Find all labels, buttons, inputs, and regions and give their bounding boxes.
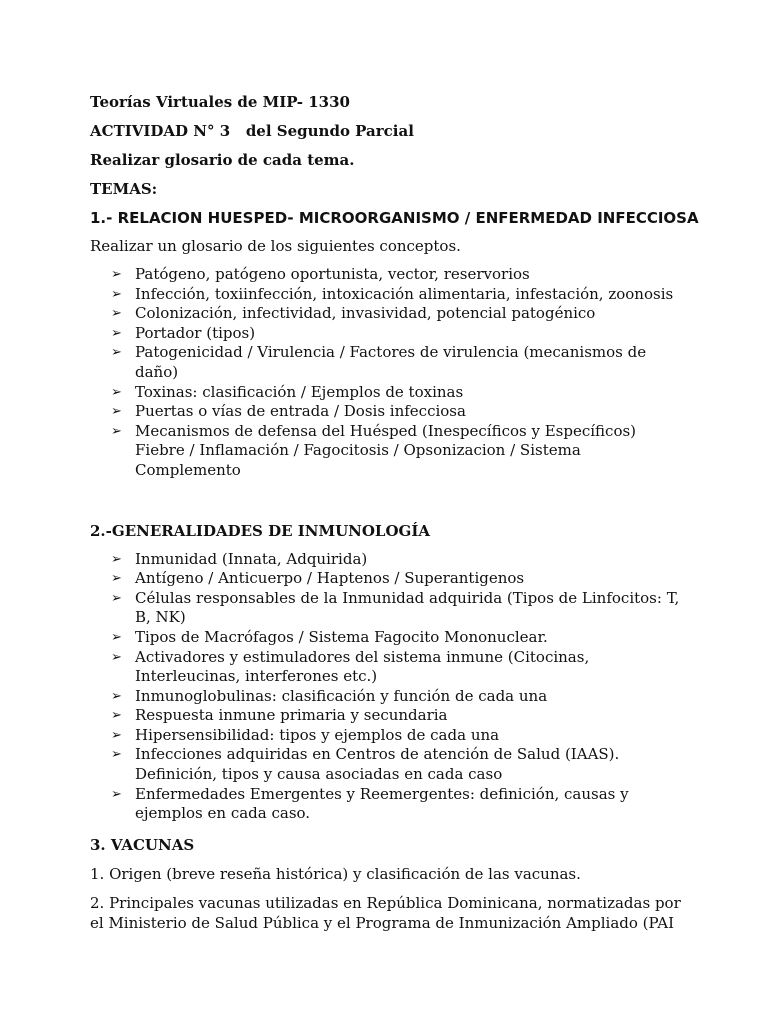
list-item — [111, 745, 690, 784]
bullet-arrow-icon: ➢ — [111, 727, 122, 743]
bullet-arrow-icon: ➢ — [111, 306, 122, 322]
list-item — [111, 402, 690, 422]
list-item-text: Mecanismos de defensa del Huésped (Inespecíficos y Específicos) Fiebre / Inflamación / Fagocitosis / Opsonizacion / Sistema Complemento — [135, 421, 637, 479]
bullet-arrow-icon: ➢ — [111, 325, 122, 341]
list-item — [111, 725, 690, 746]
list-item-text: Puertas o vías de entrada / Dosis infecciosa — [135, 402, 466, 421]
list-item — [111, 588, 690, 628]
list-item-text: Infecciones adquiridas en Centros de atención de Salud (IAAS). Definición, tipos y causa asociadas en cada caso — [135, 745, 620, 784]
section3-title: 3. VACUNAS — [90, 835, 195, 854]
list-item — [111, 343, 690, 382]
list-item-text: Toxinas: clasificación / Ejemplos de toxinas — [135, 382, 464, 401]
list-item — [111, 706, 690, 726]
list-item — [111, 627, 690, 648]
bullet-arrow-icon: ➢ — [111, 423, 122, 439]
section2-title: 2.-GENERALIDADES DE INMUNOLOGÍA — [90, 521, 431, 540]
instruction-heading: Realizar glosario de cada tema. — [90, 151, 355, 169]
section3-paragraph-2: 2. Principales vacunas utilizadas en República Dominicana, normatizadas por el Ministerio de Salud Pública y el Programa de Inmunización Ampliado (PAI — [90, 893, 681, 932]
bullet-arrow-icon: ➢ — [111, 786, 122, 802]
bullet-arrow-icon: ➢ — [111, 708, 122, 724]
section1-list — [90, 265, 690, 481]
list-item-text: Antígeno / Anticuerpo / Haptenos / Superantigenos — [135, 569, 525, 588]
list-item-text: Patógeno, patógeno oportunista, vector, reservorios — [135, 265, 530, 283]
section1-title: 1.- RELACION HUESPED- MICROORGANISMO / ENFERMEDAD INFECCIOSA — [90, 209, 699, 227]
list-item-text: Enfermedades Emergentes y Reemergentes: definición, causas y ejemplos en cada caso. — [135, 784, 629, 823]
list-item-text: Portador (tipos) — [135, 323, 256, 342]
document-page — [90, 92, 699, 933]
list-item-text: Patogenicidad / Virulencia / Factores de virulencia (mecanismos de daño) — [135, 343, 647, 381]
list-item-text: Inmunidad (Innata, Adquirida) — [135, 549, 368, 568]
list-item-text: Tipos de Macrófagos / Sistema Fagocito Mononuclear. — [135, 627, 548, 646]
list-item — [111, 569, 690, 589]
list-item — [111, 784, 690, 824]
list-item — [111, 265, 690, 285]
bullet-arrow-icon: ➢ — [111, 404, 122, 420]
section3-paragraph-1: 1. Origen (breve reseña histórica) y clasificación de las vacunas. — [90, 864, 581, 883]
list-item-text: Respuesta inmune primaria y secundaria — [135, 706, 448, 725]
list-item — [111, 686, 690, 707]
list-item — [111, 647, 690, 687]
bullet-arrow-icon: ➢ — [111, 551, 122, 567]
bullet-arrow-icon: ➢ — [111, 629, 122, 645]
bullet-arrow-icon: ➢ — [111, 267, 122, 282]
doc-title: Teorías Virtuales de MIP- 1330 — [90, 93, 350, 111]
section1-intro: Realizar un glosario de los siguientes conceptos. — [90, 237, 461, 255]
list-item — [111, 304, 690, 324]
list-item — [111, 549, 690, 570]
list-item — [111, 323, 690, 344]
list-item — [111, 284, 690, 305]
bullet-arrow-icon: ➢ — [111, 286, 122, 302]
topics-heading: TEMAS: — [90, 180, 158, 198]
list-item-text: Hipersensibilidad: tipos y ejemplos de cada una — [135, 725, 500, 744]
list-item — [111, 382, 690, 403]
bullet-arrow-icon: ➢ — [111, 747, 122, 763]
bullet-arrow-icon: ➢ — [111, 590, 122, 606]
bullet-arrow-icon: ➢ — [111, 345, 122, 361]
list-item-text: Activadores y estimuladores del sistema inmune (Citocinas, Interleucinas, interferones etc.) — [135, 647, 590, 686]
list-item-text: Inmunoglobulinas: clasificación y función de cada una — [135, 686, 548, 705]
list-item-text: Células responsables de la Inmunidad adquirida (Tipos de Linfocitos: T, B, NK) — [135, 588, 680, 627]
bullet-arrow-icon: ➢ — [111, 688, 122, 704]
list-item-text: Infección, toxiinfección, intoxicación alimentaria, infestación, zoonosis — [135, 284, 674, 303]
bullet-arrow-icon: ➢ — [111, 384, 122, 400]
activity-heading: ACTIVIDAD N° 3 del Segundo Parcial — [90, 122, 414, 140]
section2-list — [90, 550, 690, 824]
bullet-arrow-icon: ➢ — [111, 571, 122, 587]
list-item-text: Colonización, infectividad, invasividad, potencial patogénico — [135, 304, 596, 323]
bullet-arrow-icon: ➢ — [111, 649, 122, 665]
list-item — [111, 421, 690, 481]
